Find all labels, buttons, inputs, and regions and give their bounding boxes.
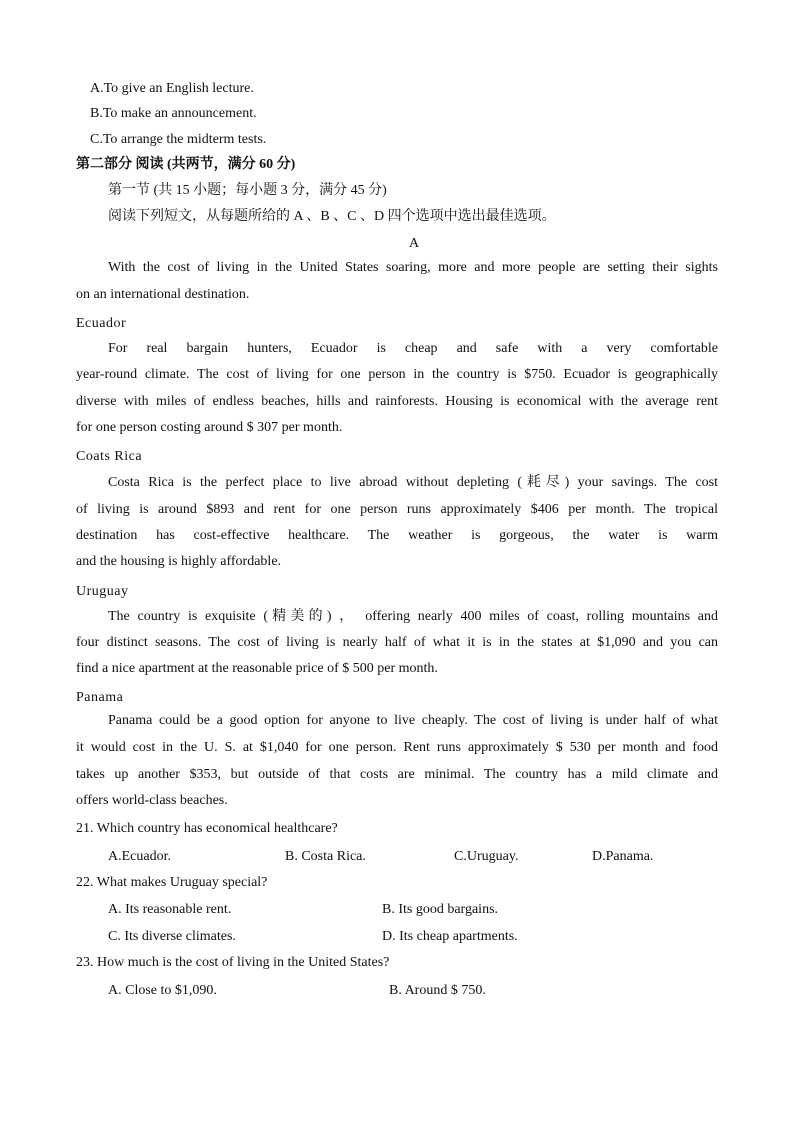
question-21-option-c[interactable]: C.Uruguay. [454, 849, 519, 864]
part2-title: 第二部分 阅读 (共两节，满分 60 分) [76, 157, 296, 172]
listening-option-b: B.To make an announcement. [90, 106, 257, 121]
ecuador-line-2: year-round climate. The cost of living for one person in the country is $750. Ecuador is geographically [76, 367, 718, 382]
question-22-option-a[interactable]: A. Its reasonable rent. [108, 902, 232, 917]
ecuador-line-4: for one person costing around $ 307 per month. [76, 420, 343, 435]
listening-option-c: C.To arrange the midterm tests. [90, 132, 267, 147]
costa-rica-line-2: of living is around $893 and rent for one person runs approximately $406 per month. The tropical [76, 502, 718, 517]
section1-title: 第一节 (共 15 小题；每小题 3 分，满分 45 分) [108, 183, 387, 198]
panama-line-4: offers world-class beaches. [76, 793, 228, 808]
uruguay-line-1: The country is exquisite (精美的) ， offering nearly 400 miles of coast, rolling mountains and [108, 609, 718, 624]
question-22-option-d[interactable]: D. Its cheap apartments. [382, 929, 518, 944]
question-23-stem: 23. How much is the cost of living in the United States? [76, 955, 390, 970]
passage-label: A [408, 236, 420, 251]
question-22-option-c[interactable]: C. Its diverse climates. [108, 929, 236, 944]
question-21-stem: 21. Which country has economical healthcare? [76, 821, 338, 836]
costa-rica-line-1: Costa Rica is the perfect place to live abroad without depleting (耗尽) your savings. The cost [108, 475, 718, 490]
country-heading-uruguay: Uruguay [76, 584, 129, 599]
question-23-option-b[interactable]: B. Around $ 750. [389, 983, 486, 998]
intro-line-2: on an international destination. [76, 287, 250, 302]
ecuador-line-1: For real bargain hunters, Ecuador is cheap and safe with a very comfortable [108, 341, 718, 356]
question-21-option-b[interactable]: B. Costa Rica. [285, 849, 366, 864]
country-heading-ecuador: Ecuador [76, 316, 127, 331]
intro-line-1: With the cost of living in the United States soaring, more and more people are setting their sights [108, 260, 718, 275]
question-22-stem: 22. What makes Uruguay special? [76, 875, 268, 890]
question-21-option-d[interactable]: D.Panama. [592, 849, 654, 864]
question-21-option-a[interactable]: A.Ecuador. [108, 849, 171, 864]
uruguay-line-3: find a nice apartment at the reasonable price of $ 500 per month. [76, 661, 438, 676]
ecuador-line-3: diverse with miles of endless beaches, hills and rainforests. Housing is economical with the average rent [76, 394, 718, 409]
panama-line-1: Panama could be a good option for anyone to live cheaply. The cost of living is under half of what [108, 713, 718, 728]
costa-rica-line-3: destination has cost-effective healthcare. The weather is gorgeous, the water is warm [76, 528, 718, 543]
uruguay-line-2: four distinct seasons. The cost of living is nearly half of what it is in the states at $1,090 and you can [76, 635, 718, 650]
question-23-option-a[interactable]: A. Close to $1,090. [108, 983, 217, 998]
panama-line-2: it would cost in the U. S. at $1,040 for one person. Rent runs approximately $ 530 per month and food [76, 740, 718, 755]
listening-option-a: A.To give an English lecture. [90, 81, 254, 96]
costa-rica-line-4: and the housing is highly affordable. [76, 554, 282, 569]
country-heading-panama: Panama [76, 690, 124, 705]
country-heading-costa-rica: Coats Rica [76, 449, 143, 464]
instructions: 阅读下列短文，从每题所给的 A 、B 、C 、D 四个选项中选出最佳选项。 [108, 209, 556, 224]
question-22-option-b[interactable]: B. Its good bargains. [382, 902, 499, 917]
panama-line-3: takes up another $353, but outside of that costs are minimal. The country has a mild climate and [76, 767, 718, 782]
